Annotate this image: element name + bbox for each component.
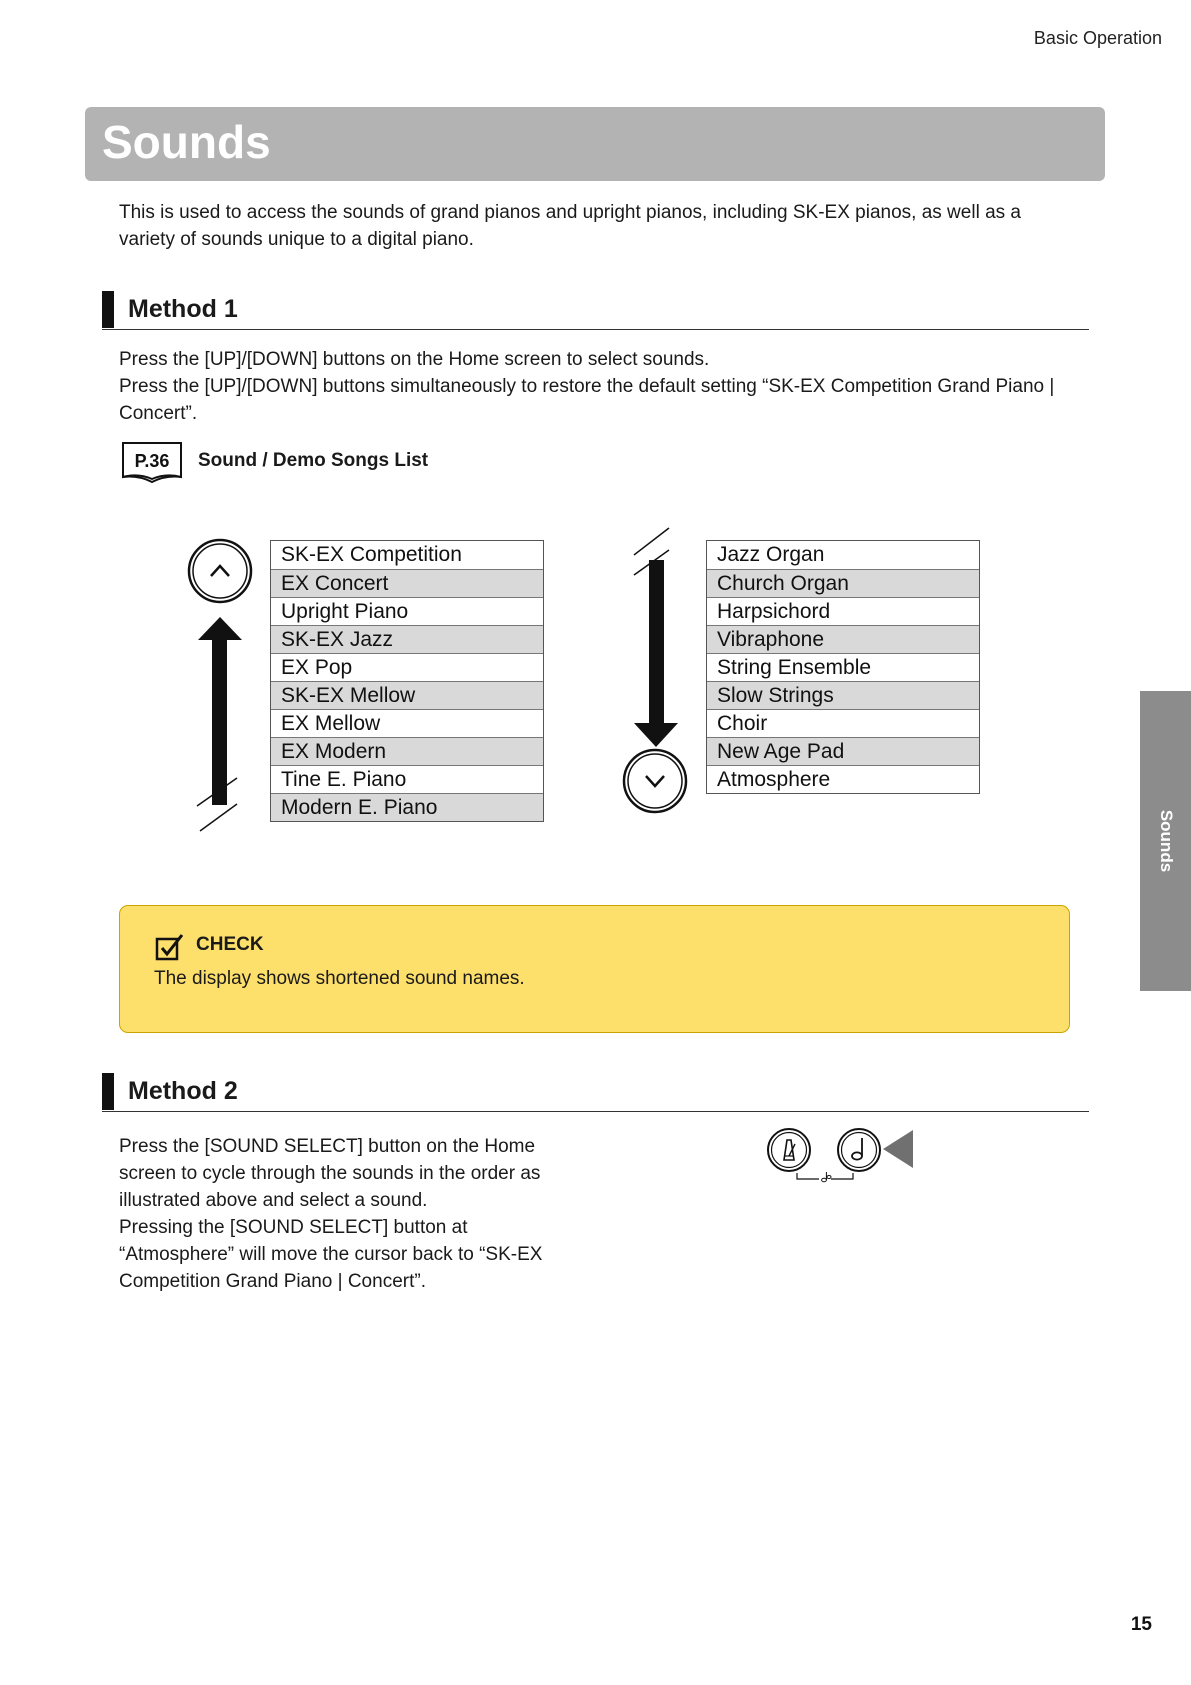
sound-item: Slow Strings — [707, 681, 979, 709]
section-side-tab — [1140, 691, 1191, 991]
method-2-title: Method 2 — [128, 1077, 238, 1105]
side-tab-label: Sounds — [1156, 809, 1176, 873]
intro-paragraph: This is used to access the sounds of grand pianos and upright pianos, including SK-EX pianos, as well as a variety of sounds unique to a digital piano. — [119, 202, 1021, 250]
arrow-down-head-icon — [634, 723, 678, 747]
checkbox-icon — [155, 933, 185, 961]
reference-title: Sound / Demo Songs List — [198, 450, 429, 471]
check-text: The display shows shortened sound names. — [154, 968, 525, 989]
pointer-triangle-icon — [883, 1130, 913, 1168]
book-reference-icon — [120, 441, 184, 485]
recital-note-icon — [822, 1172, 831, 1182]
heading-marker — [102, 1073, 114, 1110]
method-1-text — [119, 346, 1079, 427]
sound-item: Tine E. Piano — [271, 765, 543, 793]
sound-item: EX Pop — [271, 653, 543, 681]
down-button-inner-ring — [628, 754, 682, 808]
sound-item: SK-EX Competition — [281, 543, 462, 566]
method-1-line-2: Press the [UP]/[DOWN] buttons simultaneously to restore the default setting “SK-EX Competition Grand Piano | Concert”. — [119, 376, 1055, 424]
up-arrow-diagram — [180, 528, 280, 840]
sound-item: New Age Pad — [707, 737, 979, 765]
sound-select-buttons-diagram — [765, 1125, 915, 1185]
break-mark — [634, 528, 669, 555]
check-callout — [119, 905, 1070, 1033]
arrow-up-shaft — [212, 638, 227, 805]
page-number: 15 — [1130, 1614, 1152, 1635]
method-2-text — [119, 1133, 559, 1295]
method-1-heading — [102, 291, 1089, 330]
method-2-line-1: Press the [SOUND SELECT] button on the Home screen to cycle through the sounds in the order as illustrated above and select a sound. — [119, 1136, 541, 1211]
title-bar — [85, 107, 1105, 181]
arrow-down-shaft — [649, 560, 664, 728]
sound-item: Vibraphone — [707, 625, 979, 653]
sound-item: EX Concert — [271, 569, 543, 597]
sound-item: String Ensemble — [707, 653, 979, 681]
up-button-inner-ring — [193, 544, 247, 598]
sound-item: Choir — [707, 709, 979, 737]
sound-item: EX Modern — [271, 737, 543, 765]
sound-item: Upright Piano — [271, 597, 543, 625]
sound-list-right — [706, 540, 980, 794]
method-2-line-2: Pressing the [SOUND SELECT] button at “Atmosphere” will move the cursor back to “SK-EX Competition Grand Piano | Concert”. — [119, 1217, 543, 1292]
method-1-line-1: Press the [UP]/[DOWN] buttons on the Home screen to select sounds. — [119, 349, 710, 370]
sound-item: Atmosphere — [707, 765, 979, 793]
sound-item: Harpsichord — [707, 597, 979, 625]
metronome-button-icon — [768, 1129, 810, 1171]
arrow-up-head-icon — [198, 617, 242, 640]
sound-list-left — [270, 540, 544, 822]
sound-item: Jazz Organ — [717, 543, 825, 566]
combo-bracket — [831, 1173, 853, 1179]
sound-item: EX Mellow — [271, 709, 543, 737]
method-1-title: Method 1 — [128, 295, 238, 323]
combo-bracket — [797, 1173, 819, 1179]
sound-item: Modern E. Piano — [271, 793, 543, 821]
sound-item: Church Organ — [707, 569, 979, 597]
down-arrow-diagram — [612, 520, 712, 820]
header-section-label: Basic Operation — [1033, 28, 1162, 48]
check-title: CHECK — [196, 934, 264, 955]
sound-item: SK-EX Jazz — [271, 625, 543, 653]
sound-item: SK-EX Mellow — [271, 681, 543, 709]
heading-marker — [102, 291, 114, 328]
method-2-heading — [102, 1073, 1089, 1112]
reference-page: P.36 — [134, 451, 170, 471]
page-title: Sounds — [102, 116, 271, 168]
break-mark — [200, 804, 237, 831]
sound-select-button-icon — [838, 1129, 880, 1171]
